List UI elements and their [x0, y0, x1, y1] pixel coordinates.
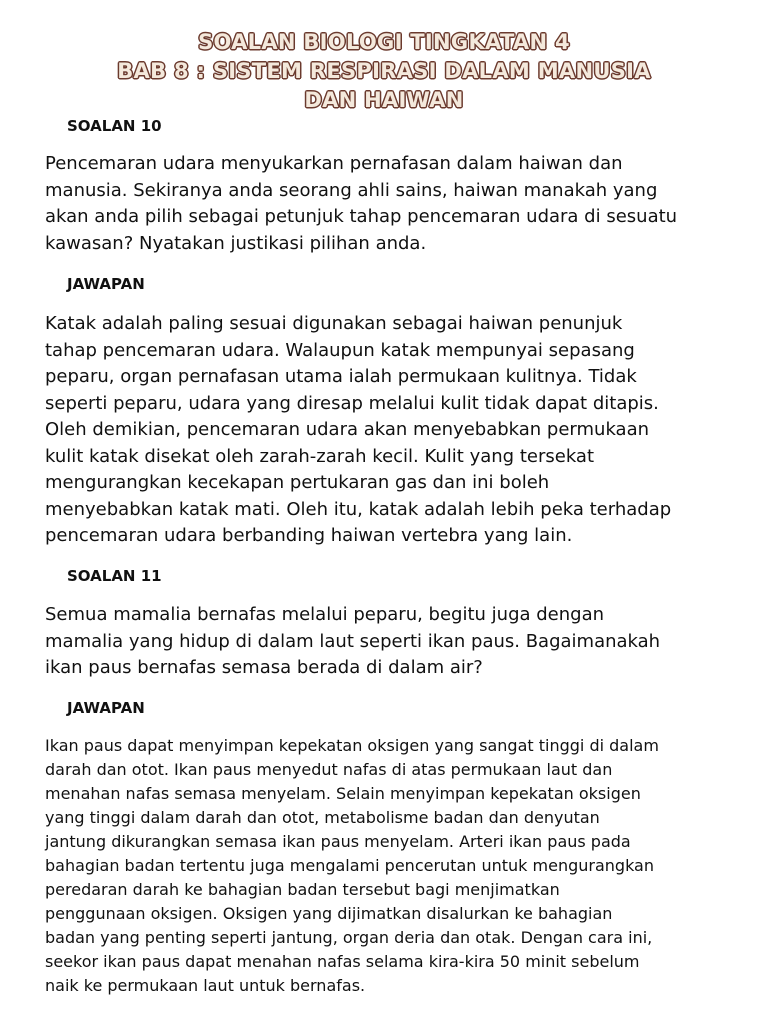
page-title [0, 28, 768, 115]
question-11-label: SOALAN 11 [67, 567, 162, 585]
text-line: pencemaran udara berbanding haiwan vertebra yang lain. [45, 525, 573, 546]
answer-10-label: JAWAPAN [67, 275, 145, 293]
text-line: yang tinggi dalam darah dan otot, metabolisme badan dan denyutan [45, 808, 600, 827]
text-line: darah dan otot. Ikan paus menyedut nafas di atas permukaan laut dan [45, 760, 613, 779]
question-10-text [45, 151, 735, 257]
title-line-2: BAB 8 : SISTEM RESPIRASI DALAM MANUSIA [117, 59, 651, 83]
title-line-1: SOALAN BIOLOGI TINGKATAN 4 [198, 30, 570, 54]
question-11-text [45, 602, 735, 682]
title-line-3: DAN HAIWAN [304, 88, 464, 112]
text-line: manusia. Sekiranya anda seorang ahli sains, haiwan manakah yang [45, 179, 658, 201]
text-line: kawasan? Nyatakan justikasi pilihan anda. [45, 232, 427, 254]
text-line: peparu, organ pernafasan utama ialah permukaan kulitnya. Tidak [45, 366, 637, 387]
text-line: jantung dikurangkan semasa ikan paus menyelam. Arteri ikan paus pada [45, 832, 631, 851]
text-line: peredaran darah ke bahagian badan tersebut bagi menjimatkan [45, 880, 560, 899]
answer-11-label: JAWAPAN [67, 699, 145, 717]
text-line: tahap pencemaran udara. Walaupun katak mempunyai sepasang [45, 339, 635, 361]
answer-10-text [45, 311, 735, 550]
text-line: menahan nafas semasa menyelam. Selain menyimpan kepekatan oksigen [45, 784, 641, 803]
answer-11-text [45, 734, 735, 998]
text-line: akan anda pilih sebagai petunjuk tahap pencemaran udara di sesuatu [45, 206, 678, 227]
text-line: Ikan paus dapat menyimpan kepekatan oksigen yang sangat tinggi di dalam [45, 736, 659, 755]
text-line: naik ke permukaan laut untuk bernafas. [45, 976, 366, 995]
text-line: Katak adalah paling sesuai digunakan sebagai haiwan penunjuk [45, 313, 623, 334]
text-line: mengurangkan kecekapan pertukaran gas dan ini boleh [45, 472, 550, 493]
text-line: mamalia yang hidup di dalam laut seperti ikan paus. Bagaimanakah [45, 630, 661, 652]
text-line: Semua mamalia bernafas melalui peparu, begitu juga dengan [45, 604, 605, 625]
text-line: menyebabkan katak mati. Oleh itu, katak adalah lebih peka terhadap [45, 498, 672, 520]
text-line: seperti peparu, udara yang diresap melalui kulit tidak dapat ditapis. [45, 392, 659, 414]
text-line: kulit katak disekat oleh zarah-zarah kecil. Kulit yang tersekat [45, 445, 595, 467]
text-line: bahagian badan tertentu juga mengalami pencerutan untuk mengurangkan [45, 856, 654, 875]
text-line: ikan paus bernafas semasa berada di dalam air? [45, 657, 483, 678]
text-line: seekor ikan paus dapat menahan nafas selama kira-kira 50 minit sebelum [45, 952, 640, 971]
text-line: badan yang penting seperti jantung, organ deria dan otak. Dengan cara ini, [45, 928, 653, 947]
text-line: Oleh demikian, pencemaran udara akan menyebabkan permukaan [45, 419, 650, 440]
question-10-label: SOALAN 10 [67, 117, 162, 135]
text-line: penggunaan oksigen. Oksigen yang dijimatkan disalurkan ke bahagian [45, 904, 613, 923]
text-line: Pencemaran udara menyukarkan pernafasan dalam haiwan dan [45, 153, 623, 174]
